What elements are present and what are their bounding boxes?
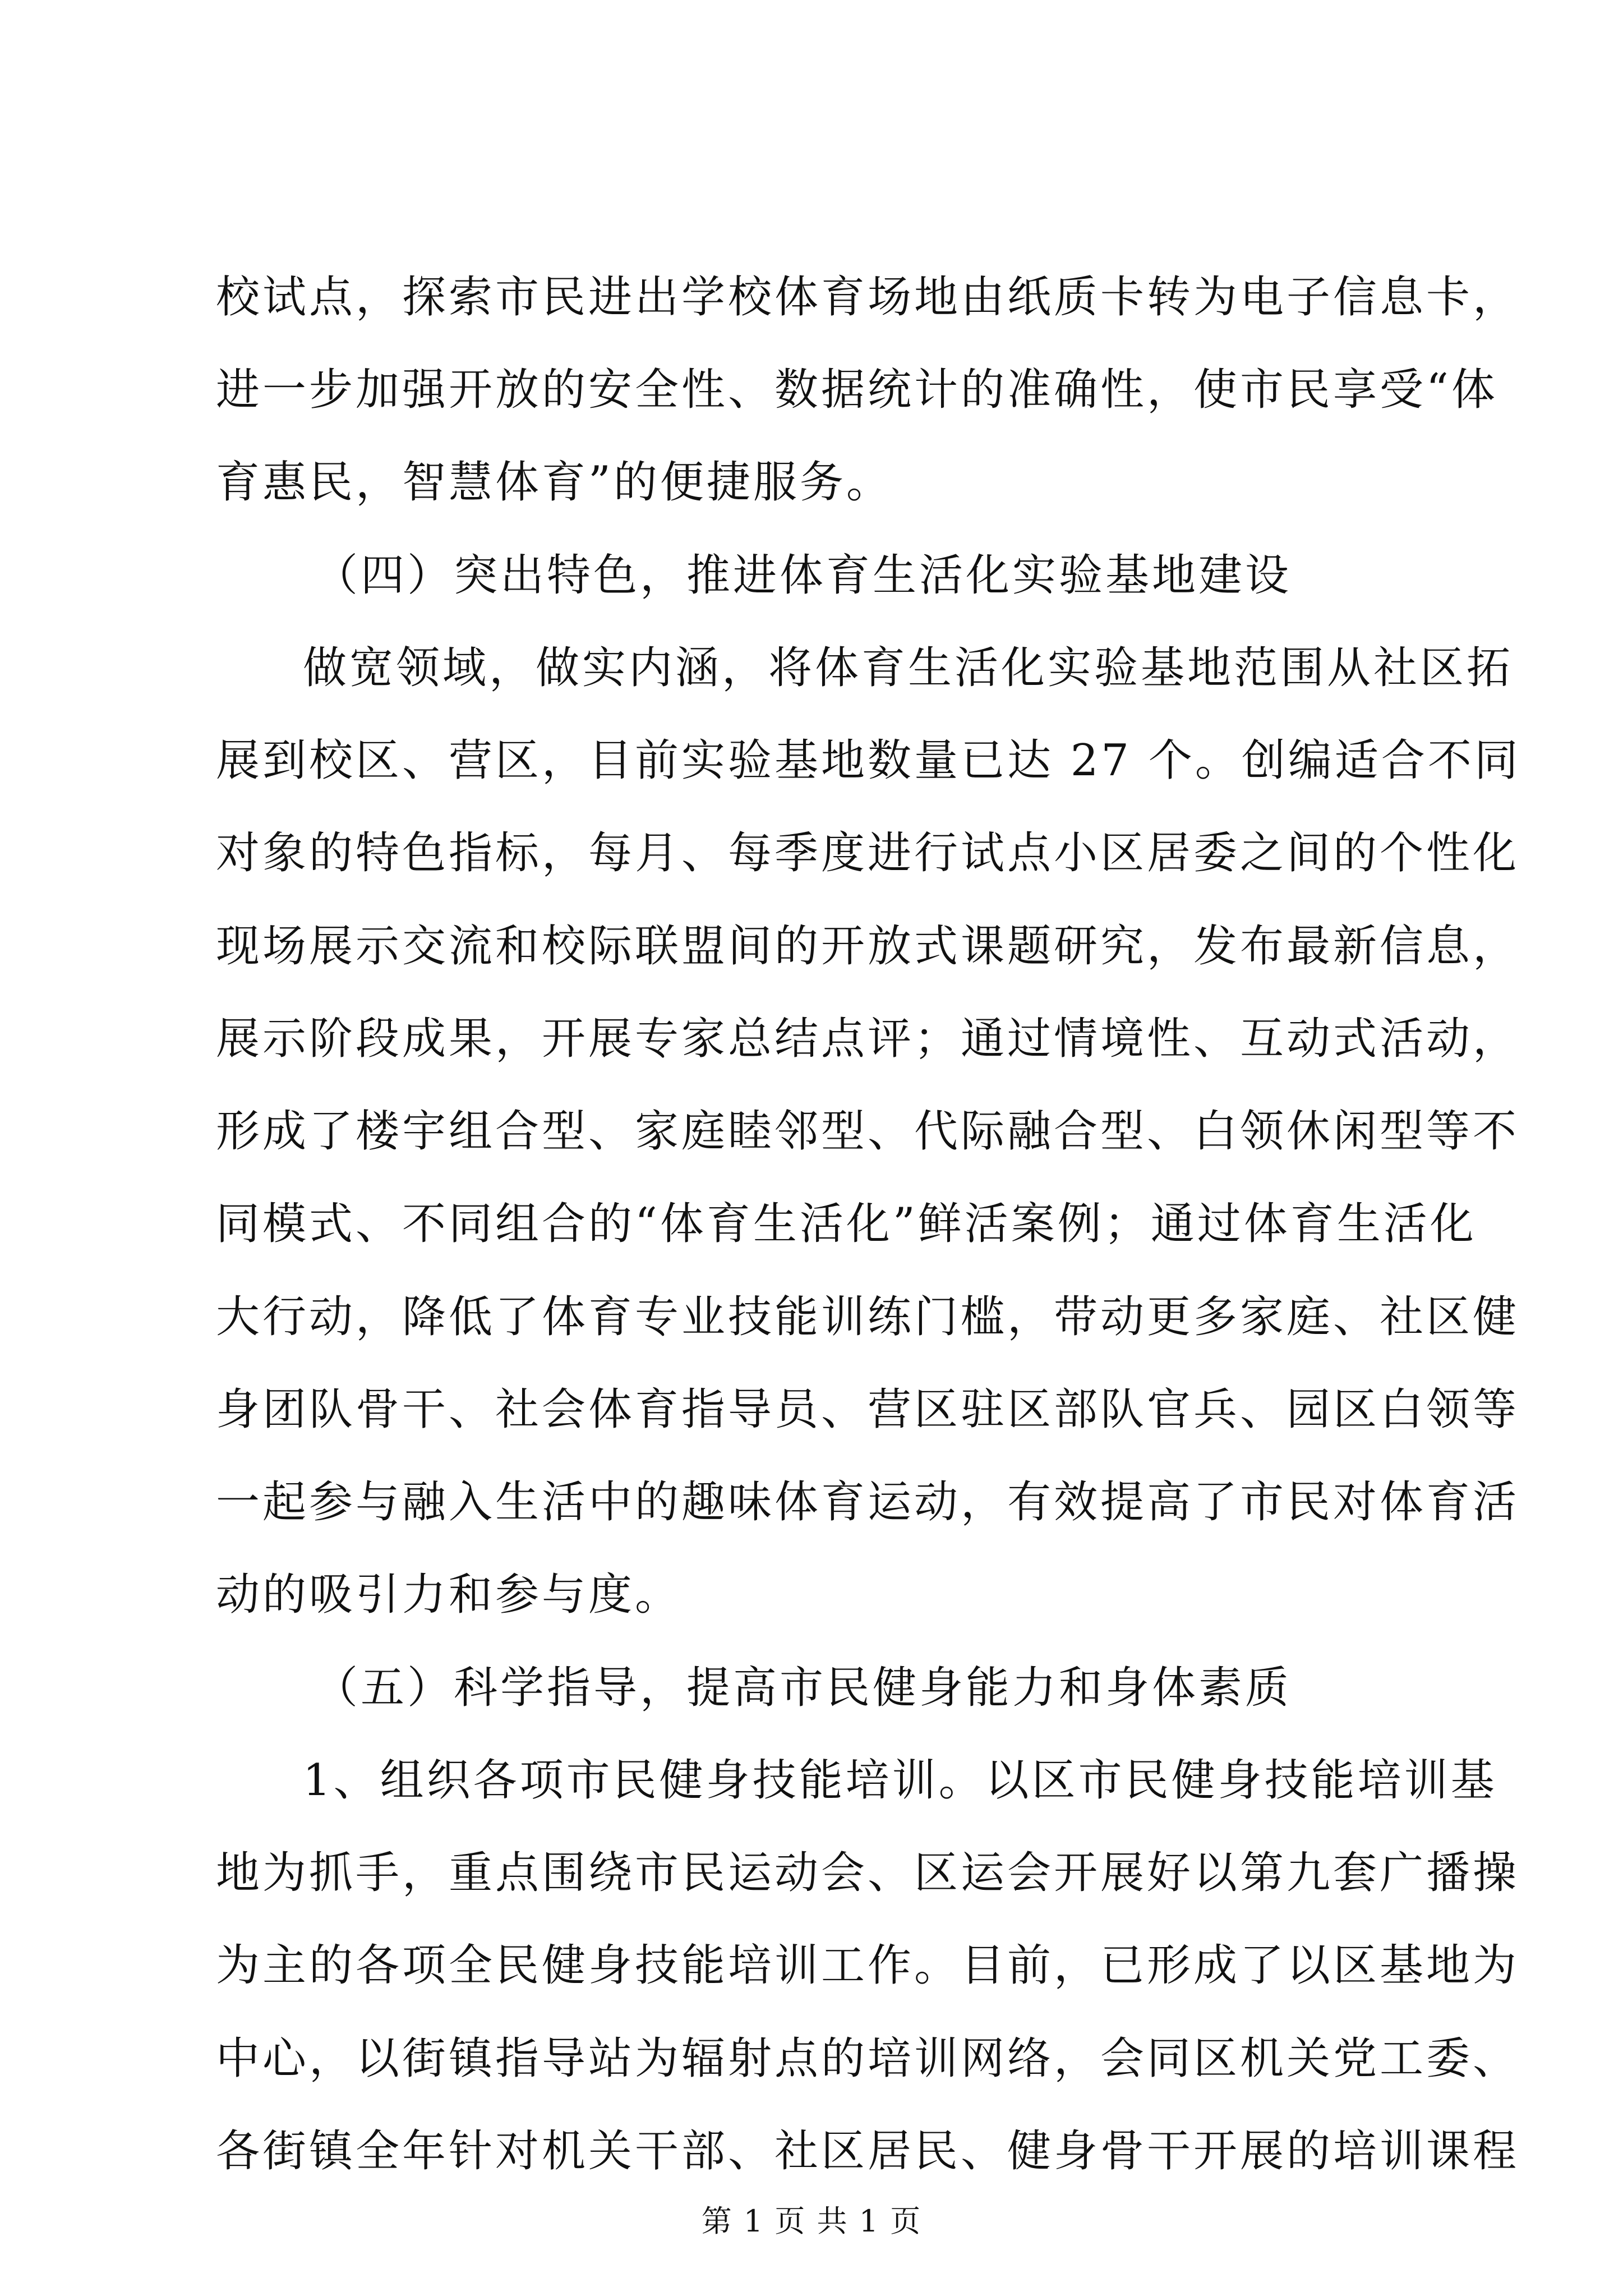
page-footer: 第 1 页 共 1 页	[701, 2203, 922, 2239]
body-line: 展示阶段成果，开展专家总结点评；通过情境性、互动式活动，	[216, 1014, 1520, 1064]
body-line: 做宽领域，做实内涵，将体育生活化实验基地范围从社区拓	[303, 643, 1514, 693]
body-line: 形成了楼宇组合型、家庭睦邻型、代际融合型、白领休闲型等不	[216, 1106, 1520, 1157]
body-line: 展到校区、营区，目前实验基地数量已达 27 个。创编适合不同	[216, 735, 1521, 786]
section-heading: （五）科学指导，提高市民健身能力和身体素质	[314, 1663, 1292, 1713]
body-line: 身团队骨干、社会体育指导员、营区驻区部队官兵、园区白领等	[216, 1384, 1520, 1435]
body-line: 同模式、不同组合的“体育生活化”鲜活案例；通过体育生活化	[216, 1199, 1477, 1249]
section-heading: （四）突出特色，推进体育生活化实验基地建设	[314, 550, 1292, 601]
body-line: 动的吸引力和参与度。	[216, 1570, 682, 1620]
body-line: 为主的各项全民健身技能培训工作。目前，已形成了以区基地为	[216, 1940, 1520, 1991]
body-line: 育惠民，智慧体育”的便捷服务。	[216, 457, 893, 508]
body-line: 各街镇全年针对机关干部、社区居民、健身骨干开展的培训课程	[216, 2126, 1520, 2177]
body-line: 中心，以街镇指导站为辐射点的培训网络，会同区机关党工委、	[216, 2033, 1520, 2084]
body-line: 对象的特色指标，每月、每季度进行试点小区居委之间的个性化	[216, 828, 1520, 878]
body-line: 一起参与融入生活中的趣味体育运动，有效提高了市民对体育活	[216, 1477, 1520, 1527]
body-line: 进一步加强开放的安全性、数据统计的准确性，使市民享受“体	[216, 365, 1498, 415]
body-line: 现场展示交流和校际联盟间的开放式课题研究，发布最新信息，	[216, 921, 1520, 972]
body-line: 大行动，降低了体育专业技能训练门槛，带动更多家庭、社区健	[216, 1292, 1520, 1342]
body-line: 地为抓手，重点围绕市民运动会、区运会开展好以第九套广播操	[216, 1848, 1520, 1898]
body-line: 1、组织各项市民健身技能培训。以区市民健身技能培训基	[303, 1755, 1497, 1806]
body-line: 校试点，探索市民进出学校体育场地由纸质卡转为电子信息卡，	[216, 272, 1520, 323]
